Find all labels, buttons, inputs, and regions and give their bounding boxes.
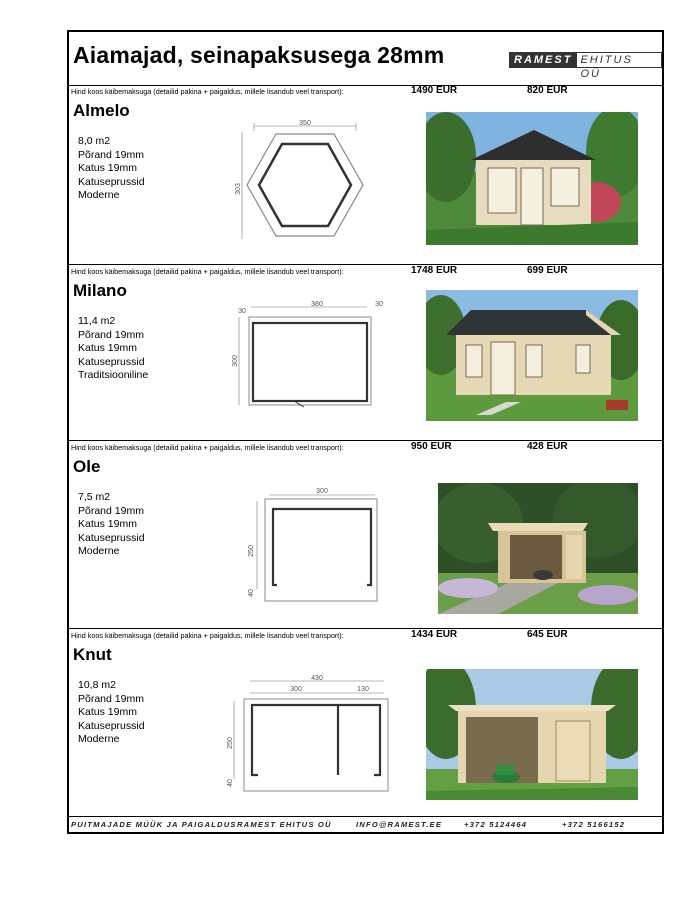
spec-rafters: Katuseprussid (78, 355, 145, 368)
spec-roof: Katus 19mm (78, 342, 137, 355)
spec-rafters: Katuseprussid (78, 175, 145, 188)
company-logo (509, 53, 662, 80)
plan-dim-depth: 250 (227, 737, 234, 749)
spec-rafters: Katuseprussid (78, 719, 145, 732)
plan-dim-front: 40 (248, 589, 255, 597)
product-name: Knut (73, 645, 112, 664)
footer-email[interactable]: INFO@RAMEST.EE (356, 820, 443, 829)
spec-roof: Katus 19mm (78, 706, 137, 719)
price-note: Hind koos käibemaksuga (detailid pakina + paigaldus, millele lisandub veel transport): (71, 87, 344, 96)
photo-almelo (426, 112, 638, 245)
spec-rafters: Katuseprussid (78, 531, 145, 544)
page-title: Aiamajad, seinapaksusega 28mm (73, 42, 445, 68)
price-kit: 1434 EUR (411, 629, 458, 640)
product-specs (78, 679, 145, 747)
plan-dim-width: 350 (299, 120, 311, 127)
spec-area: 7,5 m2 (78, 491, 111, 503)
spec-floor: Põrand 19mm (78, 692, 144, 705)
product-specs (78, 135, 145, 203)
price-note: Hind koos käibemaksuga (detailid pakina + paigaldus, millele lisandub veel transport): (71, 631, 344, 640)
plan-dim-overhang-left: 30 (238, 308, 246, 315)
price-install: 428 EUR (527, 441, 568, 452)
plan-dim-room-width: 130 (357, 686, 369, 693)
spec-style: Moderne (78, 189, 120, 202)
product-section-almelo (69, 85, 662, 265)
spec-floor: Põrand 19mm (78, 328, 144, 341)
photo-knut (426, 669, 638, 800)
spec-roof: Katus 19mm (78, 162, 137, 175)
footer-phone-2[interactable]: +372 5166152 (562, 820, 626, 829)
price-kit: 1490 EUR (411, 85, 458, 96)
plan-dim-depth: 303 (235, 183, 242, 195)
floor-plan-knut (224, 671, 394, 796)
spec-floor: Põrand 19mm (78, 504, 144, 517)
photo-ole (438, 483, 638, 614)
product-section-milano (69, 265, 662, 441)
logo-part-1: RAMEST (509, 52, 577, 68)
price-kit: 950 EUR (411, 441, 452, 452)
spec-area: 10,8 m2 (78, 679, 116, 691)
spec-style: Traditsiooniline (78, 369, 149, 382)
catalog-page (67, 30, 664, 834)
plan-dim-overhang-right: 30 (375, 301, 383, 308)
plan-dim-width: 300 (316, 488, 328, 495)
product-section-ole (69, 441, 662, 629)
spec-style: Moderne (78, 545, 120, 558)
product-name: Milano (73, 281, 127, 300)
page-footer (69, 817, 662, 832)
floor-plan-almelo (234, 117, 384, 247)
spec-area: 8,0 m2 (78, 135, 111, 147)
footer-tagline: PUITMAJADE MÜÜK JA PAIGALDUS (71, 820, 237, 829)
plan-dim-width: 380 (311, 301, 323, 308)
product-name: Ole (73, 457, 101, 476)
footer-company: RAMEST EHITUS OÜ (237, 820, 332, 829)
price-install: 699 EUR (527, 265, 568, 276)
plan-dim-depth: 300 (232, 355, 239, 367)
spec-style: Moderne (78, 733, 120, 746)
spec-area: 11,4 m2 (78, 315, 116, 327)
price-note: Hind koos käibemaksuga (detailid pakina + paigaldus, millele lisandub veel transport): (71, 443, 344, 452)
spec-roof: Katus 19mm (78, 518, 137, 531)
footer-phone-1[interactable]: +372 5124464 (464, 820, 528, 829)
floor-plan-ole (239, 481, 389, 606)
price-kit: 1748 EUR (411, 265, 458, 276)
price-note: Hind koos käibemaksuga (detailid pakina + paigaldus, millele lisandub veel transport): (71, 267, 344, 276)
plan-dim-total-width: 430 (311, 675, 323, 682)
price-install: 820 EUR (527, 85, 568, 96)
product-name: Almelo (73, 101, 130, 120)
floor-plan-milano (229, 295, 389, 415)
plan-dim-depth: 250 (248, 545, 255, 557)
price-install: 645 EUR (527, 629, 568, 640)
logo-part-2: EHITUS OÜ (577, 52, 662, 68)
page-header (69, 32, 662, 86)
photo-milano (426, 290, 638, 421)
product-specs (78, 491, 145, 559)
plan-dim-open-width: 300 (290, 686, 302, 693)
spec-floor: Põrand 19mm (78, 148, 144, 161)
product-specs (78, 315, 148, 383)
product-section-knut (69, 629, 662, 817)
plan-dim-front: 40 (227, 779, 234, 787)
